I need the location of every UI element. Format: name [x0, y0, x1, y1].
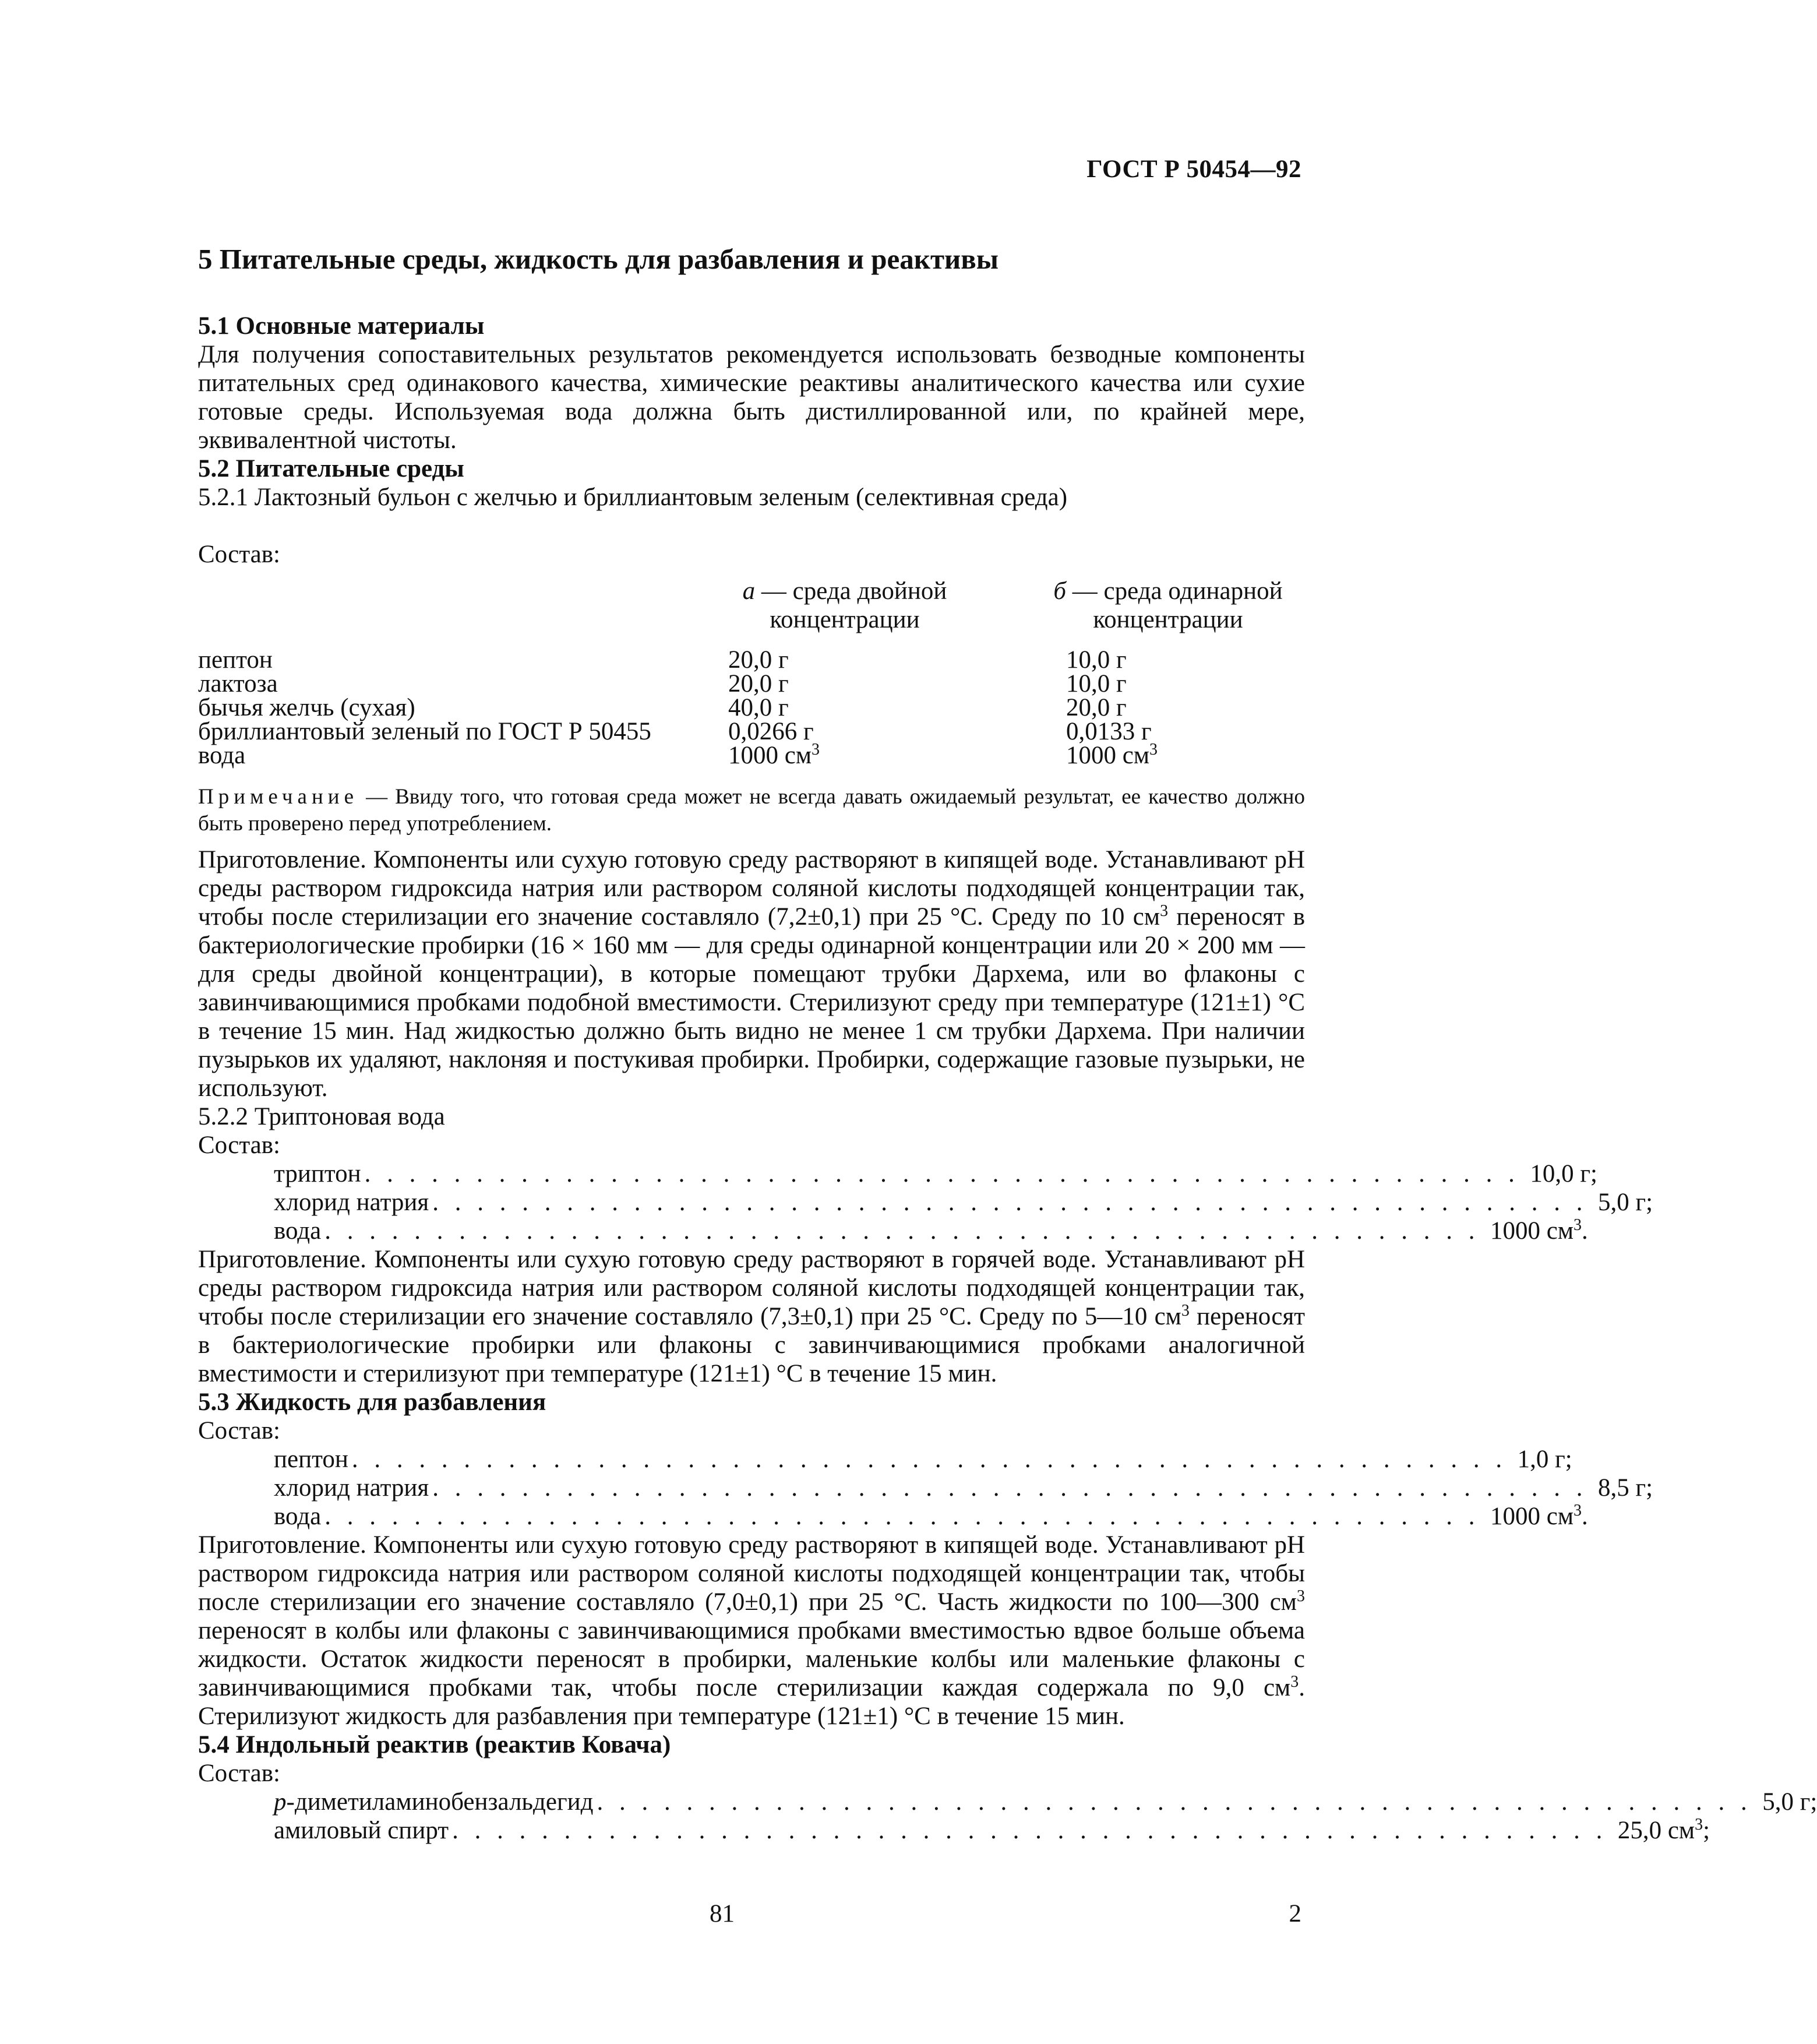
page-number-center: 81	[710, 1900, 735, 1927]
heading-5-1: 5.1 Основные материалы	[198, 312, 485, 340]
composition-label: Состав:	[198, 1760, 280, 1787]
preparation-5-2-1: Приготовление. Компоненты или сухую готовую среду растворяют в кипящей воде. Устанавливают pH среды раствором гидроксида натрия или раствором соляной кислоты подходящей концентрации так, чтобы после стерилизации его значение составляло (7,2±0,1) при 25 °С. Среду по 10 $см^3$ переносят в бактериологические пробирки (16 × 160 мм — для среды одинарной концентрации или 20 × 200 мм — для среды двойной концентрации), в которые помещают трубки Дархема, или во флаконы с завинчивающимися пробками подобной вместимости. Стерилизуют среду при температуре (121±1) °С в течение 15 мин. Над жидкостью должно быть видно не менее 1 см трубки Дархема. При наличии пузырьков их удаляют, наклоняя и постукивая пробирки. Пробирки, содержащие газовые пузырьки, не используют.	[198, 846, 1305, 1102]
table-row: бычья желчь (сухая) 40,0 г 20,0 г	[198, 694, 1127, 721]
table-row: лактоза 20,0 г 10,0 г	[198, 670, 1127, 697]
list-item: триптон . . . . . . . . . . . . . . . . . . . . . . . . . . . . . . . . . . . . . . . . . . . . . . . . . . . . 10,0 г;	[274, 1160, 1597, 1187]
ingredient-list-5-4	[274, 1788, 1817, 1845]
note-label: Примечание	[198, 785, 358, 809]
list-item: хлорид натрия . . . . . . . . . . . . . . . . . . . . . . . . . . . . . . . . . . . . . . . . . . . . . . . . . . . . 8,5 г;	[274, 1474, 1653, 1502]
heading-5-4: 5.4 Индольный реактив (реактив Ковача)	[198, 1731, 671, 1758]
table-row: пептон 20,0 г 10,0 г	[198, 646, 1127, 674]
composition-column-headers	[198, 577, 1305, 634]
ingredient-list-5-3	[274, 1445, 1653, 1531]
heading-5-2-2: 5.2.2 Триптоновая вода	[198, 1103, 445, 1130]
list-item: вода . . . . . . . . . . . . . . . . . . . . . . . . . . . . . . . . . . . . . . . . . . . . . . . . . . . . 1000 $см^3$.	[274, 1502, 1588, 1530]
document-body	[198, 242, 1817, 1845]
heading-5-2: 5.2 Питательные среды	[198, 455, 464, 482]
list-item: p-диметиламинобензальдегид . . . . . . . . . . . . . . . . . . . . . . . . . . . . . . . . . . . . . . . . . . . . . . . . . . . . 5,0 г;	[274, 1788, 1817, 1816]
composition-label: Состав:	[198, 1417, 280, 1444]
composition-table	[198, 648, 1305, 767]
page-number-right: 2	[1289, 1900, 1301, 1927]
preparation-5-3: Приготовление. Компоненты или сухую готовую среду растворяют в кипящей воде. Устанавливают pH раствором гидроксида натрия или раствором соляной кислоты подходящей концентрации так, чтобы после стерилизации его значение составляло (7,0±0,1) при 25 °С. Часть жидкости по 100—300 $см^3$ переносят в колбы или флаконы с завинчивающимися пробками вместимостью вдвое больше объема жидкости. Остаток жидкости переносят в пробирки, маленькие колбы или маленькие флаконы с завинчивающимися пробками так, чтобы после стерилизации каждая содержала по 9,0 $см^3$. Стерилизуют жидкость для разбавления при температуре (121±1) °С в течение 15 мин.	[198, 1531, 1305, 1730]
list-item: вода . . . . . . . . . . . . . . . . . . . . . . . . . . . . . . . . . . . . . . . . . . . . . . . . . . . . 1000 $см^3$.	[274, 1216, 1588, 1245]
composition-label: Состав:	[198, 1132, 280, 1159]
table-row: бриллиантовый зеленый по ГОСТ Р 50455 0,0266 г 0,0133 г	[198, 718, 1152, 745]
list-item: хлорид натрия . . . . . . . . . . . . . . . . . . . . . . . . . . . . . . . . . . . . . . . . . . . . . . . . . . . . 5,0 г;	[274, 1189, 1653, 1216]
heading-5-3: 5.3 Жидкость для разбавления	[198, 1388, 546, 1416]
ingredient-list-5-2-2	[274, 1160, 1653, 1245]
standard-code: ГОСТ Р 50454—92	[1086, 156, 1301, 183]
section-title: 5 Питательные среды, жидкость для разбавления и реактивы	[198, 243, 999, 275]
column-header-a: а — среда двойной концентрации	[742, 577, 947, 633]
paragraph-5-1: Для получения сопоставительных результатов рекомендуется использовать безводные компоненты питательных сред одинакового качества, химические реактивы аналитического качества или сухие готовые среды. Используемая вода должна быть дистиллированной или, по крайней мере, эквивалентной чистоты.	[198, 341, 1305, 454]
column-header-b: б — среда одинарной концентрации	[1053, 577, 1283, 633]
note	[198, 784, 1305, 837]
preparation-5-2-2: Приготовление. Компоненты или сухую готовую среду растворяют в горячей воде. Устанавливают pH среды раствором гидроксида натрия или раствором соляной кислоты подходящей концентрации так, чтобы после стерилизации его значение составляло (7,3±0,1) при 25 °С. Среду по 5—10 $см^3$ переносят в бактериологические пробирки или флаконы с завинчивающимися пробками аналогичной вместимости и стерилизуют при температуре (121±1) °С в течение 15 мин.	[198, 1246, 1306, 1387]
list-item: пептон . . . . . . . . . . . . . . . . . . . . . . . . . . . . . . . . . . . . . . . . . . . . . . . . . . . . 1,0 г;	[274, 1446, 1572, 1473]
heading-5-2-1: 5.2.1 Лактозный бульон с желчью и бриллиантовым зеленым (селективная среда)	[198, 484, 1068, 511]
composition-label: Состав:	[198, 541, 280, 568]
note-text: — Ввиду того, что готовая среда может не всегда давать ожидаемый результат, ее качество должно быть проверено перед употреблением.	[198, 785, 1305, 836]
table-row: вода 1000 $см^3$ 1000 $см^3$	[198, 741, 1158, 769]
list-item: амиловый спирт . . . . . . . . . . . . . . . . . . . . . . . . . . . . . . . . . . . . . . . . . . . . . . . . . . . . 25,0 $см^3$;	[274, 1816, 1710, 1844]
